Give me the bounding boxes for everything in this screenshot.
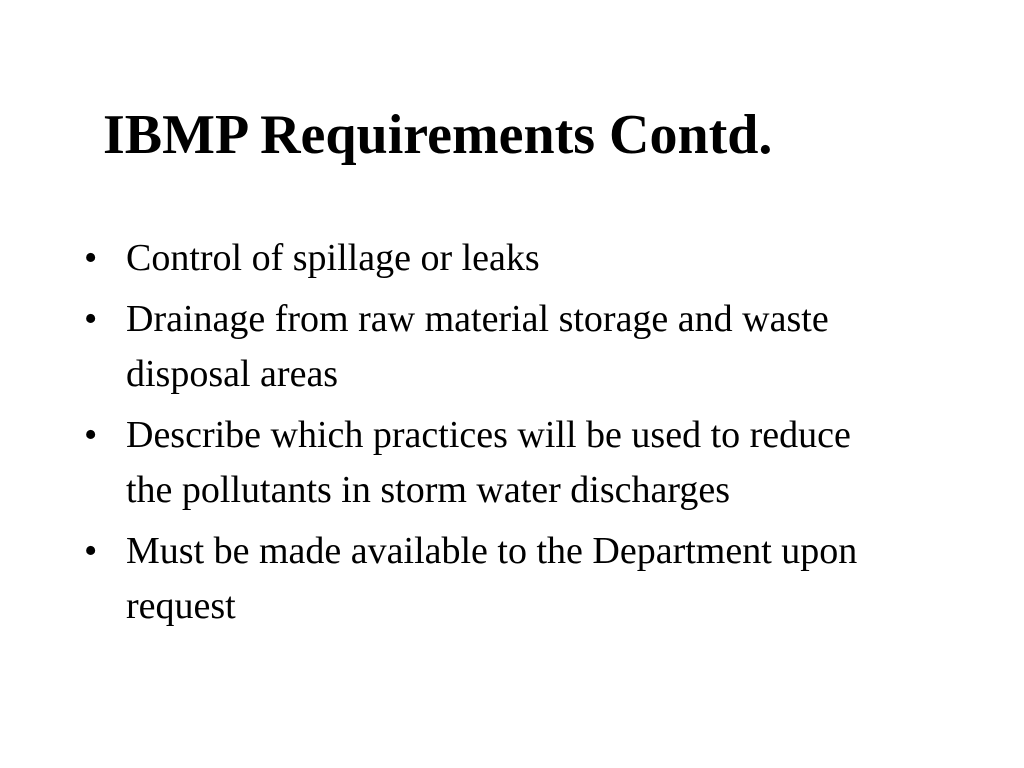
slide-title: IBMP Requirements Contd. — [103, 104, 773, 166]
bullet-marker: • — [84, 237, 98, 279]
bullet-text: Must be made available to the Department upon request — [126, 530, 858, 627]
bullet-item — [84, 408, 904, 518]
bullet-item — [84, 292, 904, 402]
bullet-text: Control of spillage or leaks — [126, 237, 540, 279]
bullet-marker: • — [84, 414, 98, 456]
bullet-item — [84, 524, 904, 634]
bullet-list — [84, 231, 904, 640]
bullet-text: Drainage from raw material storage and waste disposal areas — [126, 298, 829, 395]
bullet-marker: • — [84, 298, 98, 340]
bullet-item — [84, 231, 904, 286]
bullet-text: Describe which practices will be used to reduce the pollutants in storm water discharges — [126, 414, 851, 511]
bullet-marker: • — [84, 530, 98, 572]
